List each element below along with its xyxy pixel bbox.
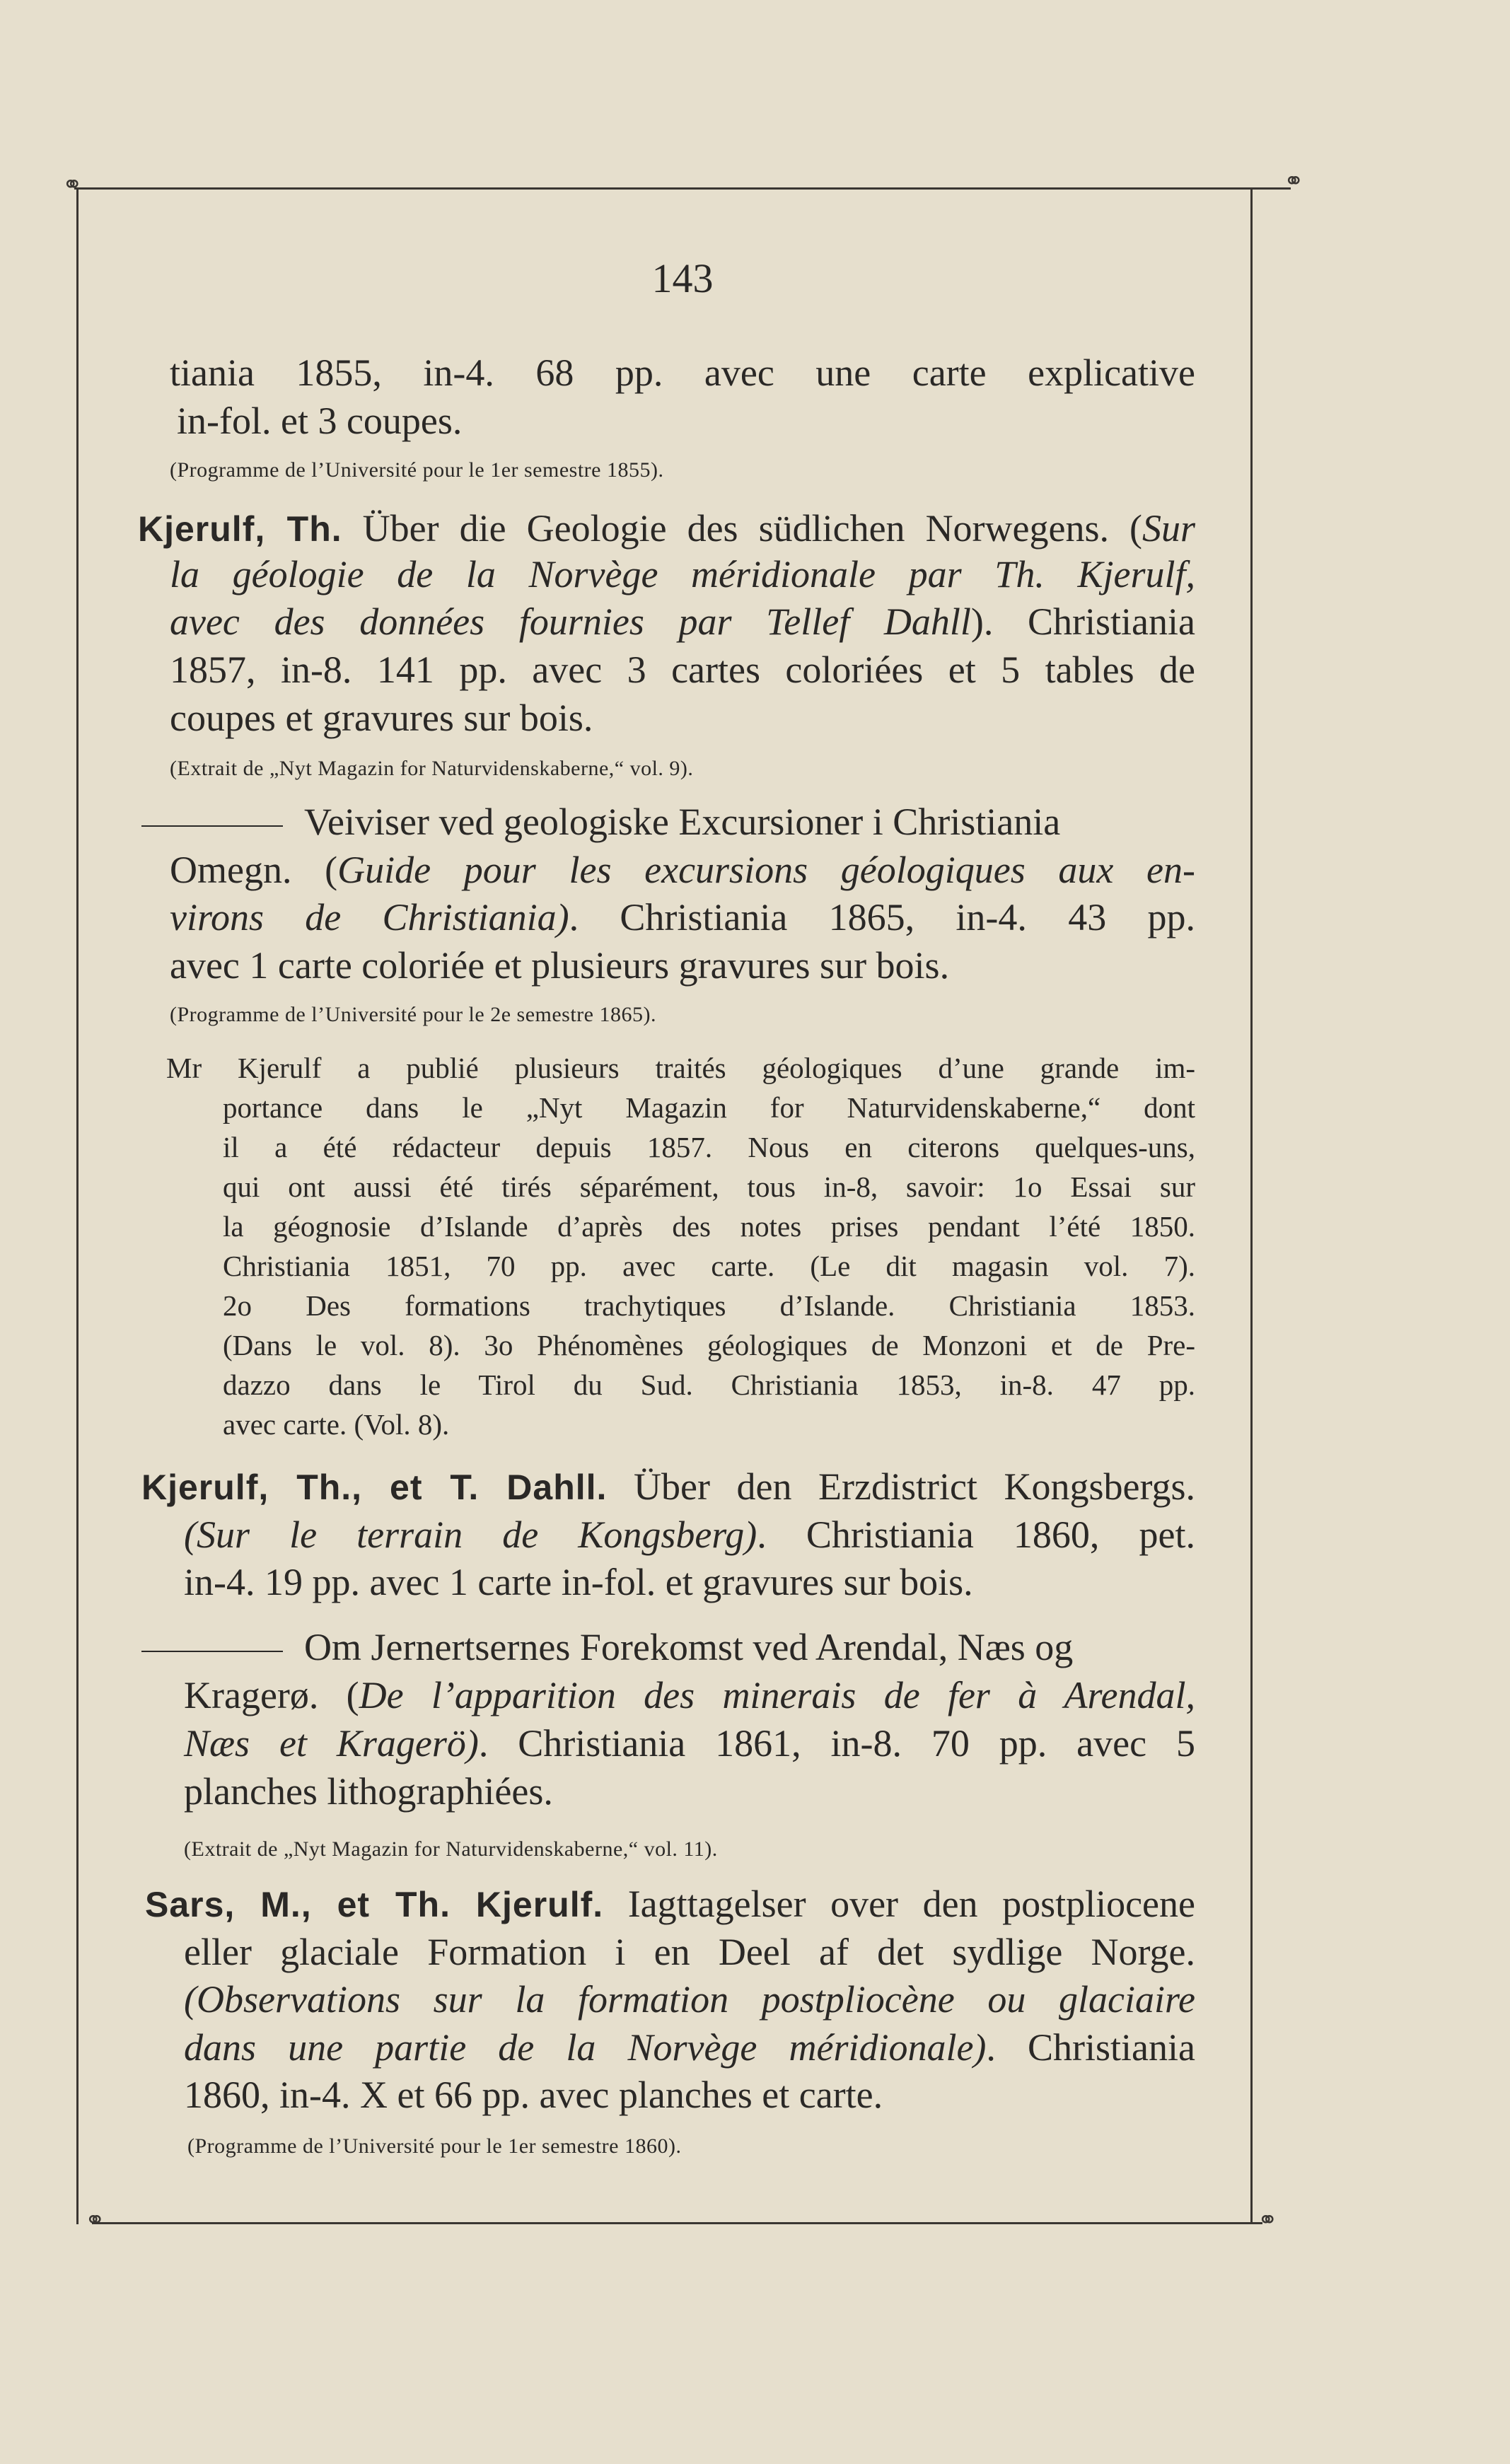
title-translation: De l’apparition des minerais de fer à Arendal, bbox=[359, 1674, 1195, 1716]
title-translation: (Observations sur la formation postpliocène ou glaciaire bbox=[184, 1978, 1195, 2021]
frame-right-rule bbox=[1250, 187, 1253, 2224]
entry-heading bbox=[145, 1885, 1195, 1923]
title-text: Iagttagelser over den postpliocene bbox=[627, 1883, 1195, 1925]
title-translation: la géologie de la Norvège méridionale par Th. Kjerulf, bbox=[170, 553, 1195, 595]
entry-line: in-fol. et 3 coupes. bbox=[177, 400, 463, 442]
author-name: Kjerulf, Th. bbox=[138, 509, 342, 549]
title-text: Über den Erzdistrict Kongsbergs. bbox=[633, 1465, 1195, 1508]
remark-line: portance dans le „Nyt Magazin for Naturvidenskaberne,“ dont bbox=[223, 1091, 1195, 1124]
source-note: (Programme de l’Université pour le 2e semestre 1865). bbox=[170, 1003, 656, 1026]
remark-line: dazzo dans le Tirol du Sud. Christiania 1853, in-8. 47 pp. bbox=[223, 1368, 1195, 1401]
source-note: (Programme de l’Université pour le 1er semestre 1855). bbox=[170, 458, 664, 482]
frame-bottom-rule bbox=[92, 2222, 1262, 2224]
imprint-text: . Christiania 1865, in-4. 43 pp. bbox=[569, 896, 1195, 938]
entry-heading bbox=[138, 507, 1196, 550]
imprint-text: . Christiania 1860, pet. bbox=[757, 1513, 1195, 1556]
entry-line: tiania 1855, in-4. 68 pp. avec une carte explicative bbox=[170, 351, 1195, 394]
remark-line: (Dans le vol. 8). 3o Phénomènes géologiques de Monzoni et de Pre- bbox=[223, 1329, 1195, 1361]
title-translation: dans une partie de la Norvège méridionale) bbox=[184, 2026, 987, 2069]
entry-line: 1860, in-4. X et 66 pp. avec planches et carte. bbox=[184, 2074, 883, 2116]
entry-line bbox=[184, 1676, 1195, 1714]
ditto-dash bbox=[141, 1651, 283, 1652]
title-translation: virons de Christiania) bbox=[170, 896, 569, 938]
entry-line bbox=[184, 2028, 1195, 2067]
corner-ornament-icon: ⚭ bbox=[1284, 168, 1304, 194]
entry-heading bbox=[141, 1628, 1073, 1666]
corner-ornament-icon: ⚭ bbox=[1258, 2207, 1278, 2233]
entry-line bbox=[170, 898, 1195, 936]
corner-ornament-icon: ⚭ bbox=[62, 172, 83, 198]
author-name: Sars, M., et Th. Kjerulf. bbox=[145, 1885, 604, 1924]
ditto-dash bbox=[141, 825, 283, 827]
entry-line bbox=[170, 600, 1195, 643]
title-translation: avec des données fournies par Tellef Dahll bbox=[170, 600, 971, 643]
entry-line bbox=[184, 1722, 1195, 1765]
title-translation: Næs et Kragerö) bbox=[184, 1722, 479, 1765]
entry-line: avec 1 carte coloriée et plusieurs gravures sur bois. bbox=[170, 944, 950, 987]
imprint-text: . Christiania 1861, in-8. 70 pp. avec 5 bbox=[478, 1722, 1195, 1765]
remark-line: Mr Kjerulf a publié plusieurs traités géologiques d’une grande im- bbox=[166, 1052, 1195, 1084]
entry-line bbox=[170, 555, 1195, 593]
entry-line: 1857, in-8. 141 pp. avec 3 cartes coloriées et 5 tables de bbox=[170, 649, 1195, 691]
source-note: (Extrait de „Nyt Magazin for Naturvidenskaberne,“ vol. 11). bbox=[184, 1837, 718, 1861]
frame-top-rule bbox=[74, 187, 1291, 190]
remark-line: la géognosie d’Islande d’après des notes prises pendant l’été 1850. bbox=[223, 1210, 1195, 1243]
remark-line: il a été rédacteur depuis 1857. Nous en citerons quelques-uns, bbox=[223, 1131, 1195, 1163]
title-translation: (Sur le terrain de Kongsberg) bbox=[184, 1513, 757, 1556]
entry-line: in-4. 19 pp. avec 1 carte in-fol. et gravures sur bois. bbox=[184, 1561, 973, 1603]
remark-line: avec carte. (Vol. 8). bbox=[223, 1408, 450, 1441]
title-translation: Sur bbox=[1142, 507, 1196, 550]
remark-line: qui ont aussi été tirés séparément, tous in-8, savoir: 1o Essai sur bbox=[223, 1170, 1195, 1203]
source-note: (Programme de l’Université pour le 1er semestre 1860). bbox=[187, 2134, 682, 2158]
remark-line: Christiania 1851, 70 pp. avec carte. (Le dit magasin vol. 7). bbox=[223, 1250, 1195, 1282]
source-note: (Extrait de „Nyt Magazin for Naturvidenskaberne,“ vol. 9). bbox=[170, 757, 694, 780]
page-number: 143 bbox=[651, 255, 714, 301]
title-text: Über die Geologie des südlichen Norwegens. ( bbox=[362, 507, 1142, 550]
corner-ornament-icon: ⚭ bbox=[85, 2207, 105, 2233]
entry-line: planches lithographiées. bbox=[184, 1770, 553, 1813]
entry-line bbox=[184, 1513, 1195, 1556]
title-text: Omegn. ( bbox=[170, 849, 338, 891]
imprint-text: . Christiania bbox=[986, 2026, 1195, 2069]
remark-line: 2o Des formations trachytiques d’Islande. Christiania 1853. bbox=[223, 1289, 1195, 1322]
entry-line bbox=[170, 851, 1195, 889]
imprint-text: ). Christiania bbox=[970, 600, 1195, 643]
author-name: Kjerulf, Th., et T. Dahll. bbox=[141, 1468, 608, 1507]
entry-line bbox=[184, 1978, 1195, 2021]
entry-heading bbox=[141, 1465, 1195, 1508]
entry-line: coupes et gravures sur bois. bbox=[170, 697, 593, 739]
frame-left-rule bbox=[76, 187, 79, 2224]
title-text: Veiviser ved geologiske Excursioner i Christiania bbox=[304, 801, 1061, 843]
title-translation: Guide pour les excursions géologiques aux en- bbox=[337, 849, 1196, 891]
entry-heading bbox=[141, 803, 1060, 841]
entry-line: eller glaciale Formation i en Deel af det sydlige Norge. bbox=[184, 1931, 1195, 1973]
title-text: Kragerø. ( bbox=[184, 1674, 359, 1716]
title-text: Om Jernertsernes Forekomst ved Arendal, Næs og bbox=[304, 1626, 1074, 1668]
